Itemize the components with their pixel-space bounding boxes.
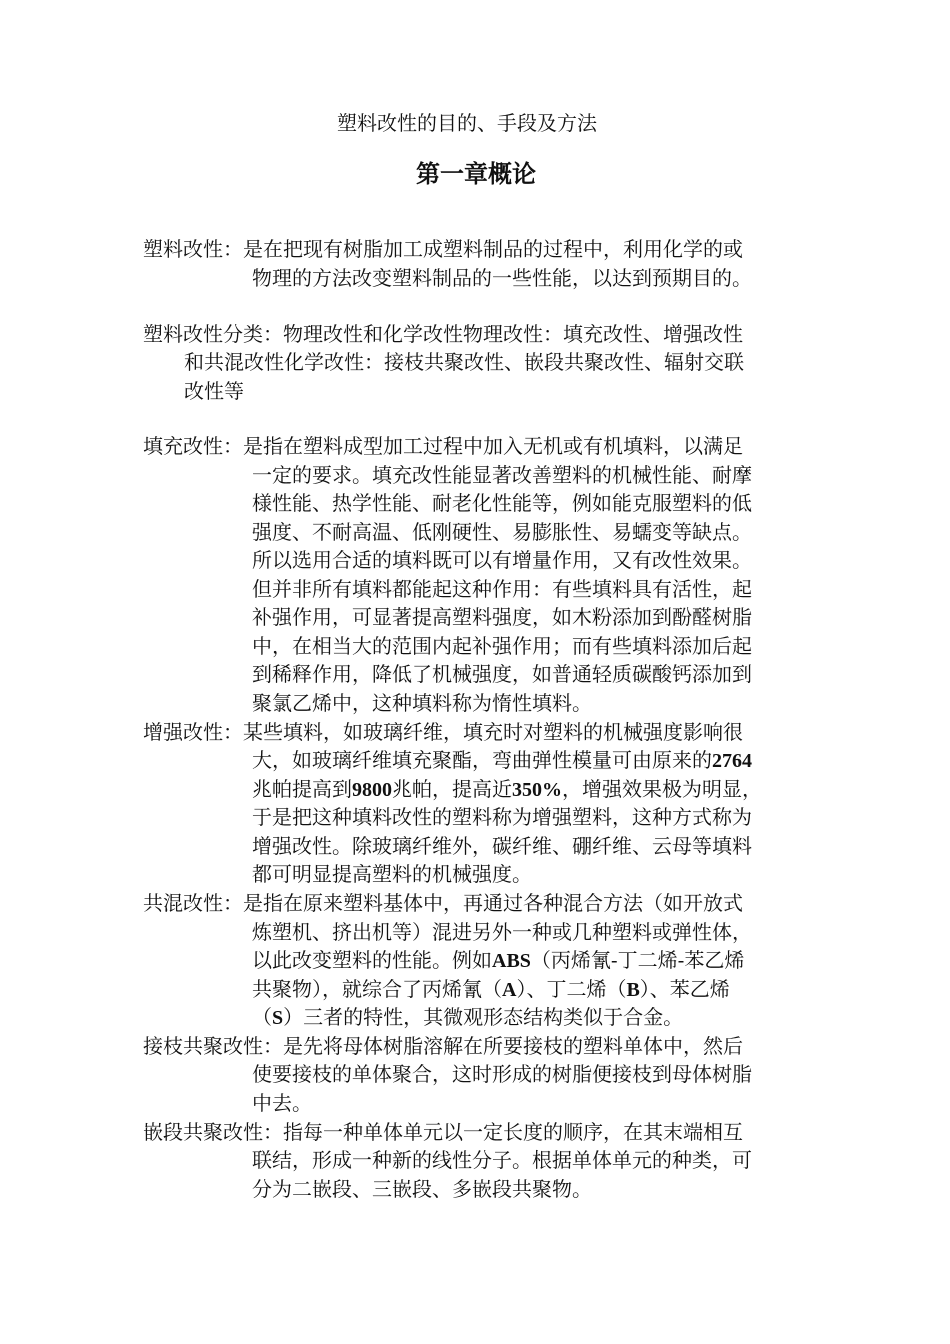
text-run: ）、苯乙烯 (639, 977, 730, 1001)
text-run: ，增强效果极为明显， (562, 777, 762, 801)
text-run: （ (252, 1005, 272, 1029)
text-line: 塑料改性：是在把现有树脂加工成塑料制品的过程中，利用化学的或 (143, 237, 743, 261)
text-line: 到稀释作用，降低了机械强度，如普通轻质碳酸钙添加到 (252, 662, 752, 686)
text-run: （丙烯氰-丁二烯-苯乙烯 (530, 948, 745, 972)
text-line: 共混改性：是指在原来塑料基体中，再通过各种混合方法（如开放式 (143, 891, 743, 915)
text-line: 使要接枝的单体聚合，这时形成的树脂便接枝到母体树脂 (252, 1062, 752, 1086)
text-run: ）三者的特性，其微观形态结构类似于合金。 (283, 1005, 684, 1029)
bold-number: 9800 (352, 779, 392, 801)
text-run: 共聚物），就综合了丙烯氰（ (252, 977, 502, 1001)
bold-term: ABS (492, 950, 531, 972)
text-line: 所以选用合适的填料既可以有增量作用，又有改性效果。 (252, 548, 752, 572)
text-line: 聚氯乙烯中，这种填料称为惰性填料。 (252, 691, 592, 715)
text-line: 改性等 (184, 379, 244, 403)
text-line: 炼塑机、挤出机等）混进另外一种或几种塑料或弹性体， (252, 920, 752, 944)
text-line: 中，在相当大的范围内起补强作用；而有些填料添加后起 (252, 634, 752, 658)
bold-term: S (272, 1007, 284, 1029)
text-line (252, 1007, 683, 1028)
text-line: 中去。 (252, 1091, 312, 1115)
document-title: 塑料改性的目的、手段及方法 (337, 111, 597, 135)
text-line: 增强改性。除玻璃纤维外，碳纤维、硼纤维、云母等填料 (252, 834, 752, 858)
text-line: 一定的要求。填充改性能显著改善塑料的机械性能、耐摩 (252, 463, 752, 487)
text-line: 补强作用，可显著提高塑料强度，如木粉添加到酚醛树脂 (252, 605, 752, 629)
text-line: 接枝共聚改性：是先将母体树脂溶解在所要接枝的塑料单体中，然后 (143, 1034, 743, 1058)
text-line: 填充改性：是指在塑料成型加工过程中加入无机或有机填料，以满足 (143, 434, 743, 458)
text-line (252, 779, 762, 800)
bold-term: A (502, 979, 517, 1001)
chapter-heading: 第一章概论 (416, 159, 536, 188)
text-line: 增强改性：某些填料，如玻璃纤维，填充时对塑料的机械强度影响很 (143, 720, 743, 744)
text-run: 兆帕提高到 (252, 777, 352, 801)
text-line: 强度、不耐高温、低刚硬性、易膨胀性、易蠕变等缺点。 (252, 520, 752, 544)
bold-number: 350% (512, 779, 562, 801)
text-line: 塑料改性分类：物理改性和化学改性物理改性：填充改性、增强改性 (143, 322, 743, 346)
text-line: 但并非所有填料都能起这种作用：有些填料具有活性，起 (252, 577, 752, 601)
text-run: ）、丁二烯（ (516, 977, 627, 1001)
text-run: 兆帕，提高近 (392, 777, 512, 801)
bold-number: 2764 (712, 750, 752, 772)
text-line: 于是把这种填料改性的塑料称为增强塑料，这种方式称为 (252, 805, 752, 829)
text-line: 様性能、热学性能、耐老化性能等，例如能克服塑料的低 (252, 491, 752, 515)
text-line (252, 979, 730, 1000)
text-line: 分为二嵌段、三嵌段、多嵌段共聚物。 (252, 1177, 592, 1201)
text-line: 联结，形成一种新的线性分子。根据单体单元的种类，可 (252, 1148, 752, 1172)
bold-term: B (626, 979, 640, 1001)
text-run: 以此改变塑料的性能。例如 (252, 948, 492, 972)
text-line (252, 950, 744, 971)
text-line: 和共混改性化学改性：接枝共聚改性、嵌段共聚改性、辐射交联 (184, 350, 744, 374)
text-run: 大，如玻璃纤维填充聚酯，弯曲弹性模量可由原来的 (252, 748, 712, 772)
text-line: 都可明显提高塑料的机械强度。 (252, 862, 532, 886)
text-line (252, 750, 752, 771)
text-line: 嵌段共聚改性：指每一种单体单元以一定长度的顺序，在其末端相互 (143, 1120, 743, 1144)
text-line: 物理的方法改变塑料制品的一些性能，以达到预期目的。 (252, 266, 752, 290)
